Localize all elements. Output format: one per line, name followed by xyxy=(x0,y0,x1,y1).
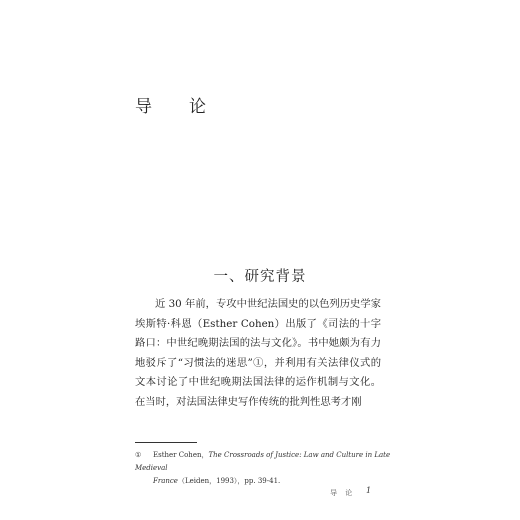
chapter-title: 导 论 xyxy=(135,97,216,117)
footnote xyxy=(135,449,395,488)
footnote-title-line1: The Crossroads of Justice: Law and Culture in Late Medieval xyxy=(135,451,391,472)
body-paragraph: 近 30 年前，专攻中世纪法国史的以色列历史学家埃斯特·科恩（Esther Cohen）出版了《司法的十字路口：中世纪晚期法国的法与文化》。书中她颇为有力地驳斥了“习惯法的迷思”①，并利用有关法律仪式的文本讨论了中世纪晚期法国法律的运作机制与文化。在当时，对法国法律史写作传统的批判性思考才刚 xyxy=(135,298,381,408)
footnote-author: Esther Cohen， xyxy=(153,451,209,459)
footnote-marker: ① xyxy=(135,451,142,459)
footnote-line-2 xyxy=(135,475,395,488)
section-heading: 一、研究背景 xyxy=(213,269,307,285)
page-number: 1 xyxy=(366,486,372,495)
running-header: 导 论 xyxy=(330,489,356,497)
footnote-divider xyxy=(135,442,197,443)
footnote-publication: （Leiden，1993），pp. 39-41. xyxy=(177,477,281,485)
footnote-title-line2: France xyxy=(153,477,178,485)
